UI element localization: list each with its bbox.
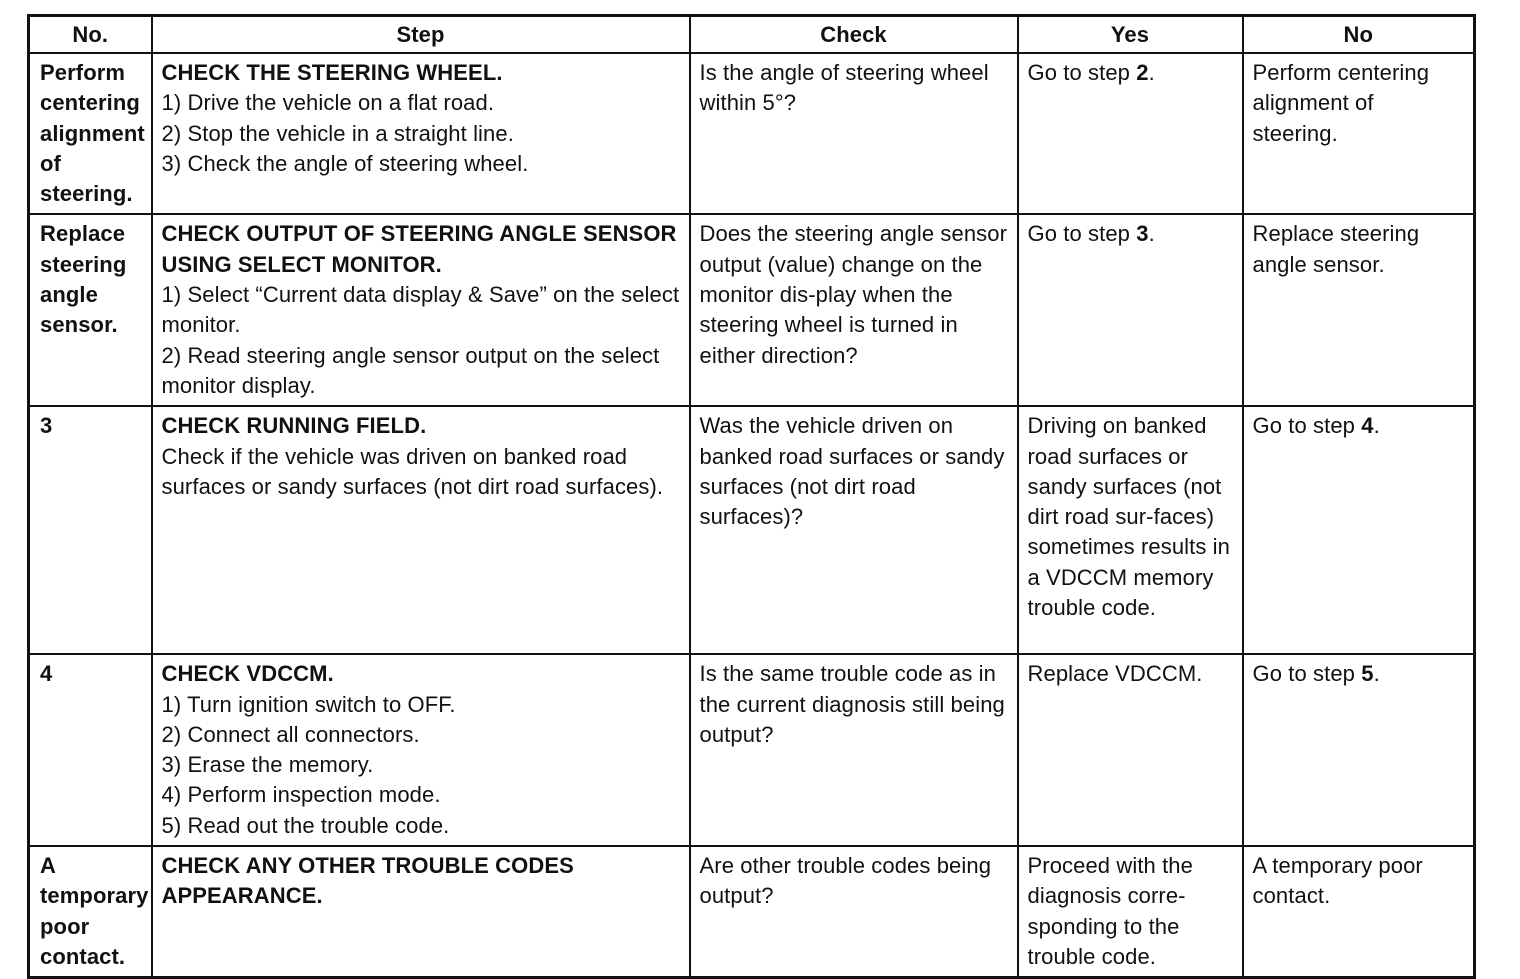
step-number: Replace steering angle sensor. — [29, 214, 152, 406]
step-cell — [152, 654, 690, 846]
step-number: 4 — [29, 654, 152, 846]
step-title: CHECK RUNNING FIELD. — [161, 413, 427, 439]
table-row — [29, 654, 1475, 846]
step-instruction: 2) Read steering angle sensor output on the select monitor display. — [161, 342, 660, 398]
yes-cell: Driving on banked road surfaces or sandy surfaces (not dirt road sur-faces) sometimes results in a VDCCM memory trouble code. — [1018, 406, 1243, 654]
header-step: Step — [152, 16, 690, 54]
header-no-result: No — [1243, 16, 1475, 54]
yes-cell: Replace VDCCM. — [1018, 654, 1243, 846]
yes-cell — [1018, 53, 1243, 214]
check-cell: Are other trouble codes being output? — [690, 846, 1018, 978]
step-title: CHECK VDCCM. — [161, 661, 334, 687]
step-instruction: 2) Connect all connectors. — [161, 721, 420, 747]
no-cell: Perform centering alignment of steering. — [1243, 53, 1475, 214]
yes-prefix: Go to step — [1027, 60, 1137, 85]
step-cell — [152, 406, 690, 654]
header-check: Check — [690, 16, 1018, 54]
diagnosis-table — [27, 14, 1476, 979]
step-cell — [152, 214, 690, 406]
no-suffix: . — [1373, 661, 1380, 687]
step-instruction: 1) Turn ignition switch to OFF. — [161, 691, 456, 717]
step-number: 3 — [29, 406, 152, 654]
step-number: Perform centering alignment of steering. — [29, 53, 152, 214]
no-step-number: 5 — [1361, 661, 1374, 687]
step-instruction: 2) Stop the vehicle in a straight line. — [161, 120, 514, 146]
table-row — [29, 214, 1475, 406]
no-cell: Replace steering angle sensor. — [1243, 214, 1475, 406]
no-cell — [1243, 406, 1475, 654]
table-header-row — [29, 16, 1475, 54]
step-cell — [152, 53, 690, 214]
table-row — [29, 53, 1475, 214]
no-cell — [1243, 654, 1475, 846]
yes-step-number: 3 — [1136, 221, 1149, 247]
no-cell: A temporary poor contact. — [1243, 846, 1475, 978]
step-instruction: 4) Perform inspection mode. — [161, 782, 441, 808]
step-instruction: Check if the vehicle was driven on banked road surfaces or sandy surfaces (not dirt road surfaces). — [161, 443, 664, 499]
yes-suffix: . — [1148, 221, 1155, 247]
step-instruction: 1) Select “Current data display & Save” on the select monitor. — [161, 282, 680, 338]
check-cell: Is the same trouble code as in the current diagnosis still being output? — [690, 654, 1018, 846]
step-title: CHECK OUTPUT OF STEERING ANGLE SENSOR USING SELECT MONITOR. — [161, 221, 677, 277]
header-yes: Yes — [1018, 16, 1243, 54]
no-prefix: Go to step — [1252, 661, 1362, 687]
check-cell: Was the vehicle driven on banked road surfaces or sandy surfaces (not dirt road surfaces)? — [690, 406, 1018, 654]
step-instruction: 3) Check the angle of steering wheel. — [161, 150, 529, 176]
step-title: CHECK THE STEERING WHEEL. — [161, 60, 503, 85]
step-instruction: 1) Drive the vehicle on a flat road. — [161, 90, 495, 116]
yes-cell: Proceed with the diagnosis corre-sponding to the trouble code. — [1018, 846, 1243, 978]
check-cell: Is the angle of steering wheel within 5°? — [690, 53, 1018, 214]
step-title: CHECK ANY OTHER TROUBLE CODES APPEARANCE. — [161, 853, 574, 909]
step-number: A temporary poor contact. — [29, 846, 152, 978]
table-row — [29, 846, 1475, 978]
yes-suffix: . — [1148, 60, 1155, 85]
no-step-number: 4 — [1361, 413, 1374, 439]
step-instruction: 5) Read out the trouble code. — [161, 812, 450, 838]
yes-prefix: Go to step — [1027, 221, 1137, 247]
no-prefix: Go to step — [1252, 413, 1362, 439]
check-cell: Does the steering angle sensor output (value) change on the monitor dis-play when the steering wheel is turned in either direction? — [690, 214, 1018, 406]
step-cell — [152, 846, 690, 978]
header-no: No. — [29, 16, 152, 54]
yes-step-number: 2 — [1136, 60, 1149, 85]
yes-cell — [1018, 214, 1243, 406]
no-suffix: . — [1373, 413, 1380, 439]
table-row — [29, 406, 1475, 654]
step-instruction: 3) Erase the memory. — [161, 752, 374, 778]
